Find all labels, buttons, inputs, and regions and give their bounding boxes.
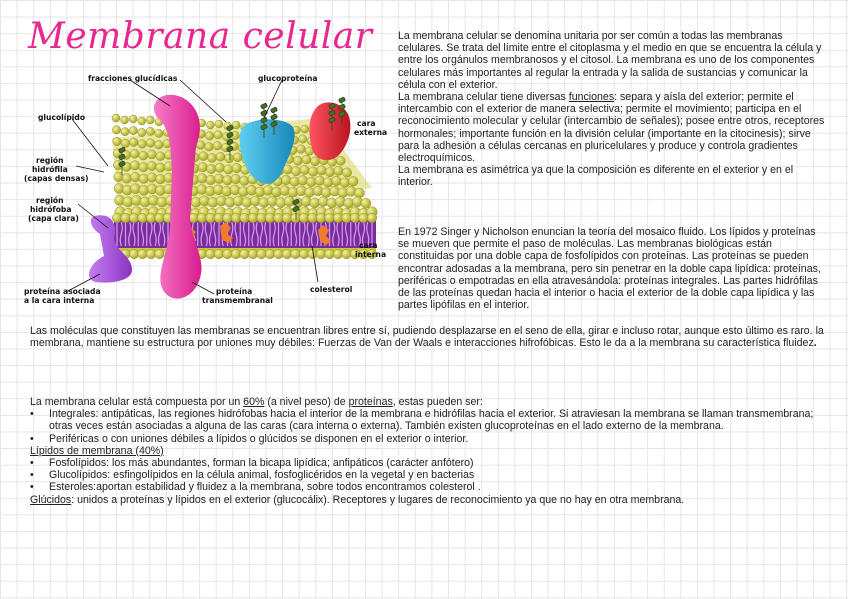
comp-intro-pre: La membrana celular está compuesta por un — [30, 396, 244, 408]
list-item: • Glucolípidos: esfingolípidos en la célula animal, fosfoglicéridos en la vegetal y en bacterias — [30, 469, 828, 481]
intro-paragraph-1: La membrana celular se denomina unitaria por ser común a todas las membranas celulares. Se trata del límite entre el citoplasma y el medio en que se encuentra la célula y entre los orgánulos membranosos y el citosol. La membrana es uno de los componentes celulares más importantes al regular la entrada y la salida de sustancias y comunicar la célula con el exterior. — [398, 30, 822, 91]
list-item: • Esteroles:aportan estabilidad y fluidez a la membrana, sobre todos encontramos colesterol . — [30, 481, 828, 493]
comp-pct: 60% — [243, 396, 265, 408]
glucidos-line — [30, 494, 828, 506]
composition-section — [30, 396, 828, 506]
mosaic-paragraph-1: En 1972 Singer y Nicholson enuncian la teoría del mosaico fluido. Los lípidos y proteínas se mueven que permite el paso de moléculas. Las membranas biológicas están constituidas por una doble capa de fosfolípidos con proteínas. Las proteínas se pueden encontrar adosadas a la membrana, pero sin penetrar en la doble capa lipídica: proteínas, periféricas o empotradas en ella atravesándola: proteínas integrales. Las partes hidrófilas de las proteínas quedan hacia el interior o hacia el exterior de la doble capa lipídica y las partes lipófilas en el interior. — [398, 226, 821, 312]
label-proteina-trans: proteína — [216, 287, 253, 296]
funciones-link: funciones — [568, 91, 615, 104]
label-region-hidrofila: región — [36, 156, 64, 165]
glucidos-link: Glúcidos — [30, 493, 72, 506]
label-proteina-trans-2: transmembranal — [202, 296, 273, 305]
label-fracciones: fracciones glucídicas — [88, 74, 178, 83]
label-glucolipido: glucolípido — [38, 113, 86, 122]
list-item: • Periféricas o con uniones débiles a lípidos o glúcidos se disponen en el exterior o interior. — [30, 433, 828, 445]
list-item: • Fosfolípidos: los más abundantes, forman la bicapa lipídica; anfipáticos (carácter anfótero) — [30, 457, 828, 469]
label-region-hidrofila-2: hidrófila — [32, 165, 68, 174]
intro-text — [398, 30, 826, 189]
label-cara-externa-2: externa — [354, 128, 388, 137]
mosaic-paragraph-2 — [30, 325, 828, 349]
lipid-list — [30, 457, 828, 494]
label-cara-interna-2: interna — [355, 250, 387, 259]
label-region-hidrofila-3: (capas densas) — [24, 174, 89, 183]
proteinas-link: proteínas — [348, 396, 393, 408]
intro-paragraph-2 — [398, 91, 826, 164]
label-region-hidrofoba-3: (capa clara) — [28, 214, 79, 223]
label-proteina-asociada: proteína asociada — [24, 287, 101, 296]
lipids-heading: Lípidos de membrana (40%) — [30, 444, 164, 457]
label-region-hidrofoba: región — [36, 196, 64, 205]
mosaic-p2-body: Las moléculas que constituyen las membranas se encuentran libres entre sí, pudiendo desplazarse en el seno de ella, girar e incluso rotar, aunque esto último es raro. la membrana, mantiene su estructura por uniones muy débiles: Fuerzas de Van der Waals e interacciones hifrofóbicas. Esto le da a la membrana su característica fluidez — [30, 325, 824, 350]
comp-intro-post: , estas pueden ser: — [392, 396, 483, 408]
list-item: • Integrales: antipáticas, las regiones hidrófobas hacia el interior de la membrana e hidrófilas hacia el exterior. Si atraviesan la membrana se llaman transmembrana; otras veces están asociadas a alguna de las caras (cara interna o externa). También existen glucoproteínas en el lado externo de la membrana. — [30, 408, 828, 432]
composition-intro — [30, 396, 828, 408]
intro-p2-post: : separa y aísla del exterior; permite el intercambio con el exterior de manera selectiva; permite el movimiento; participa en el reconocimiento molecular y celular (intercambio de señales); posee entre otros, receptores hormonales; importante función en la división celular (importante en la citocinesis); sirve para la adhesión a células cercanas en pluricelulares y produce y controla gradientes electroquímicos. — [398, 91, 825, 165]
mosaic-text — [398, 226, 826, 311]
page-title: Membrana celular — [28, 16, 373, 57]
comp-intro-mid: (a nivel peso) de — [264, 396, 349, 408]
front-heads — [112, 213, 377, 223]
mosaic-text-full — [30, 325, 828, 349]
glucidos-text: : unidos a proteínas y lípidos en el exterior (glucocálix). Receptores y lugares de reconocimiento ya que no hay en otra membrana. — [71, 493, 685, 506]
protein-list — [30, 408, 828, 445]
inner-heads — [112, 249, 377, 259]
label-region-hidrofoba-2: hidrófoba — [30, 205, 72, 214]
intro-p2-pre: La membrana celular tiene diversas — [398, 91, 569, 104]
mosaic-p2-end: . — [813, 337, 817, 350]
membrane-diagram — [20, 68, 388, 320]
label-proteina-asociada-2: a la cara interna — [24, 296, 95, 305]
label-glucoproteina: glucoproteína — [258, 74, 318, 83]
label-cara-externa: cara — [357, 119, 376, 128]
label-colesterol: colesterol — [310, 285, 353, 294]
intro-paragraph-3: La membrana es asimétrica ya que la composición es diferente en el exterior y en el interior. — [398, 164, 794, 189]
label-cara-interna: cara — [359, 241, 378, 250]
